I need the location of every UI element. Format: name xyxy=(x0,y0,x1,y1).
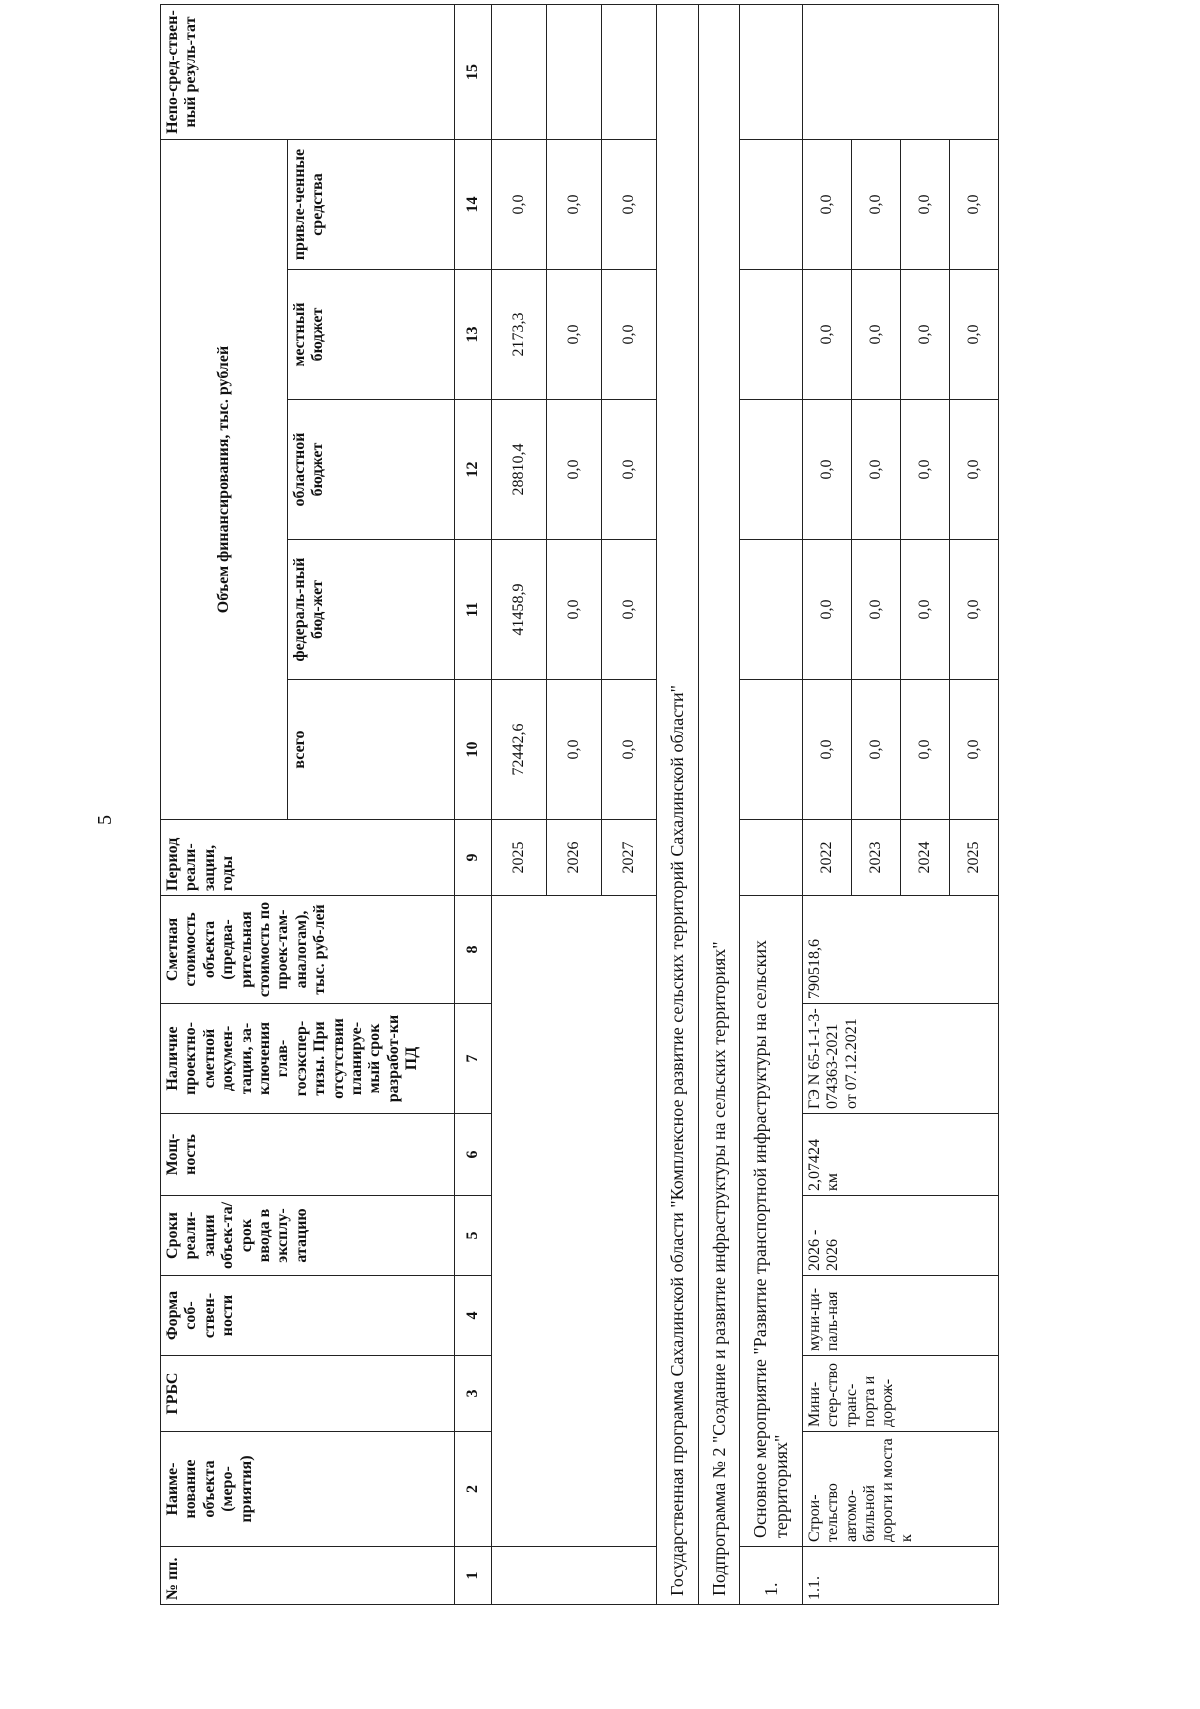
column-number: 7 xyxy=(455,1004,492,1114)
total-all: 0,0 xyxy=(547,680,602,820)
total-federal: 0,0 xyxy=(602,540,657,680)
header-attracted: привле-ченные средства xyxy=(288,140,455,270)
item-psd: ГЭ N 65-1-1-3-074363-2021 от 07.12.2021 xyxy=(802,1004,998,1114)
total-year: 2027 xyxy=(602,820,657,896)
item-local: 0,0 xyxy=(802,270,851,400)
main-event-empty xyxy=(740,140,802,270)
total-federal: 41458,9 xyxy=(492,540,547,680)
item-row xyxy=(802,5,851,1605)
total-empty-cell xyxy=(492,1547,657,1605)
main-event-empty xyxy=(740,680,802,820)
total-attracted: 0,0 xyxy=(492,140,547,270)
item-regional: 0,0 xyxy=(900,400,949,540)
page-number: 5 xyxy=(94,815,116,825)
column-number: 5 xyxy=(455,1196,492,1276)
item-attracted: 0,0 xyxy=(949,140,998,270)
item-year: 2022 xyxy=(802,820,851,896)
total-empty-cell xyxy=(492,896,657,1547)
item-year: 2024 xyxy=(900,820,949,896)
item-num: 1.1. xyxy=(802,1547,998,1605)
column-number: 9 xyxy=(455,820,492,896)
item-local: 0,0 xyxy=(851,270,900,400)
header-local: местный бюджет xyxy=(288,270,455,400)
header-grbs: ГРБС xyxy=(161,1356,455,1432)
column-number: 10 xyxy=(455,680,492,820)
item-federal: 0,0 xyxy=(949,540,998,680)
total-local: 2173,3 xyxy=(492,270,547,400)
item-all: 0,0 xyxy=(851,680,900,820)
header-total: всего xyxy=(288,680,455,820)
total-regional: 0,0 xyxy=(547,400,602,540)
total-federal: 0,0 xyxy=(547,540,602,680)
item-terms: 2026 - 2026 xyxy=(802,1196,998,1276)
column-number: 6 xyxy=(455,1114,492,1196)
item-federal: 0,0 xyxy=(802,540,851,680)
column-number: 3 xyxy=(455,1356,492,1432)
item-all: 0,0 xyxy=(900,680,949,820)
main-event-empty xyxy=(740,270,802,400)
main-event-title: Основное мероприятие "Развитие транспортной инфраструктуры на сельских территориях" xyxy=(740,896,802,1547)
main-event-empty xyxy=(740,400,802,540)
item-attracted: 0,0 xyxy=(900,140,949,270)
main-event-empty xyxy=(740,5,802,140)
header-ownership: Форма соб-ствен-ности xyxy=(161,1276,455,1356)
program-title: Государственная программа Сахалинской области "Комплексное развитие сельских территорий Сахалинской области" xyxy=(657,5,699,1605)
item-year: 2025 xyxy=(949,820,998,896)
main-event-row xyxy=(740,5,802,1605)
column-number: 2 xyxy=(455,1432,492,1547)
column-number: 13 xyxy=(455,270,492,400)
item-regional: 0,0 xyxy=(802,400,851,540)
column-number: 8 xyxy=(455,896,492,1004)
item-regional: 0,0 xyxy=(949,400,998,540)
total-all: 72442,6 xyxy=(492,680,547,820)
column-number: 12 xyxy=(455,400,492,540)
subprogram-title: Подпрограмма № 2 "Создание и развитие инфраструктуры на сельских территориях" xyxy=(698,5,740,1605)
header-capacity: Мощ-ность xyxy=(161,1114,455,1196)
item-attracted: 0,0 xyxy=(851,140,900,270)
total-result xyxy=(602,5,657,140)
header-regional: областной бюджет xyxy=(288,400,455,540)
total-year: 2025 xyxy=(492,820,547,896)
item-capacity: 2,07424 км xyxy=(802,1114,998,1196)
header-cost: Сметная стоимость объекта (предва-рительная стоимость по проек-там-аналогам), тыс. руб-лей xyxy=(161,896,455,1004)
program-row xyxy=(657,5,699,1605)
header-name: Наиме-нование объекта (меро-приятия) xyxy=(161,1432,455,1547)
total-row xyxy=(492,5,547,1605)
column-number: 4 xyxy=(455,1276,492,1356)
item-regional: 0,0 xyxy=(851,400,900,540)
rotated-table-page xyxy=(160,5,1100,1605)
total-regional: 0,0 xyxy=(602,400,657,540)
item-local: 0,0 xyxy=(949,270,998,400)
item-name: Строи-тельство автомо-бильной дороги и моста к xyxy=(802,1432,998,1547)
total-all: 0,0 xyxy=(602,680,657,820)
header-funding-group: Объем финансирования, тыс. рублей xyxy=(161,140,288,820)
total-attracted: 0,0 xyxy=(602,140,657,270)
main-event-empty xyxy=(740,540,802,680)
item-all: 0,0 xyxy=(802,680,851,820)
header-federal: федераль-ный бюд-жет xyxy=(288,540,455,680)
item-result xyxy=(802,5,998,140)
header-terms: Сроки реали-зации объек-та/срок ввода в эксплу-атацию xyxy=(161,1196,455,1276)
total-local: 0,0 xyxy=(547,270,602,400)
financing-table xyxy=(160,4,999,1605)
item-federal: 0,0 xyxy=(900,540,949,680)
item-federal: 0,0 xyxy=(851,540,900,680)
item-ownership: муни-ци-паль-ная xyxy=(802,1276,998,1356)
header-row-1 xyxy=(161,5,288,1605)
header-result: Непо-сред-ствен-ный резуль-тат xyxy=(161,5,455,140)
total-result xyxy=(492,5,547,140)
item-local: 0,0 xyxy=(900,270,949,400)
item-all: 0,0 xyxy=(949,680,998,820)
item-attracted: 0,0 xyxy=(802,140,851,270)
total-year: 2026 xyxy=(547,820,602,896)
column-numbers-row xyxy=(455,5,492,1605)
column-number: 15 xyxy=(455,5,492,140)
item-cost: 790518,6 xyxy=(802,896,998,1004)
item-grbs: Мини-стер-ство транс-порта и дорож- xyxy=(802,1356,998,1432)
header-num: № пп. xyxy=(161,1547,455,1605)
column-number: 14 xyxy=(455,140,492,270)
total-regional: 28810,4 xyxy=(492,400,547,540)
total-local: 0,0 xyxy=(602,270,657,400)
main-event-num: 1. xyxy=(740,1547,802,1605)
item-year: 2023 xyxy=(851,820,900,896)
total-attracted: 0,0 xyxy=(547,140,602,270)
column-number: 11 xyxy=(455,540,492,680)
subprogram-row xyxy=(698,5,740,1605)
column-number: 1 xyxy=(455,1547,492,1605)
header-psd: Наличие проектно-сметной докумен-тации, за-ключения глав-госэкспер-тизы. При отсутствии планируе-мый срок разработ-ки ПД xyxy=(161,1004,455,1114)
main-event-empty xyxy=(740,820,802,896)
header-period: Период реали-зации, годы xyxy=(161,820,455,896)
total-result xyxy=(547,5,602,140)
